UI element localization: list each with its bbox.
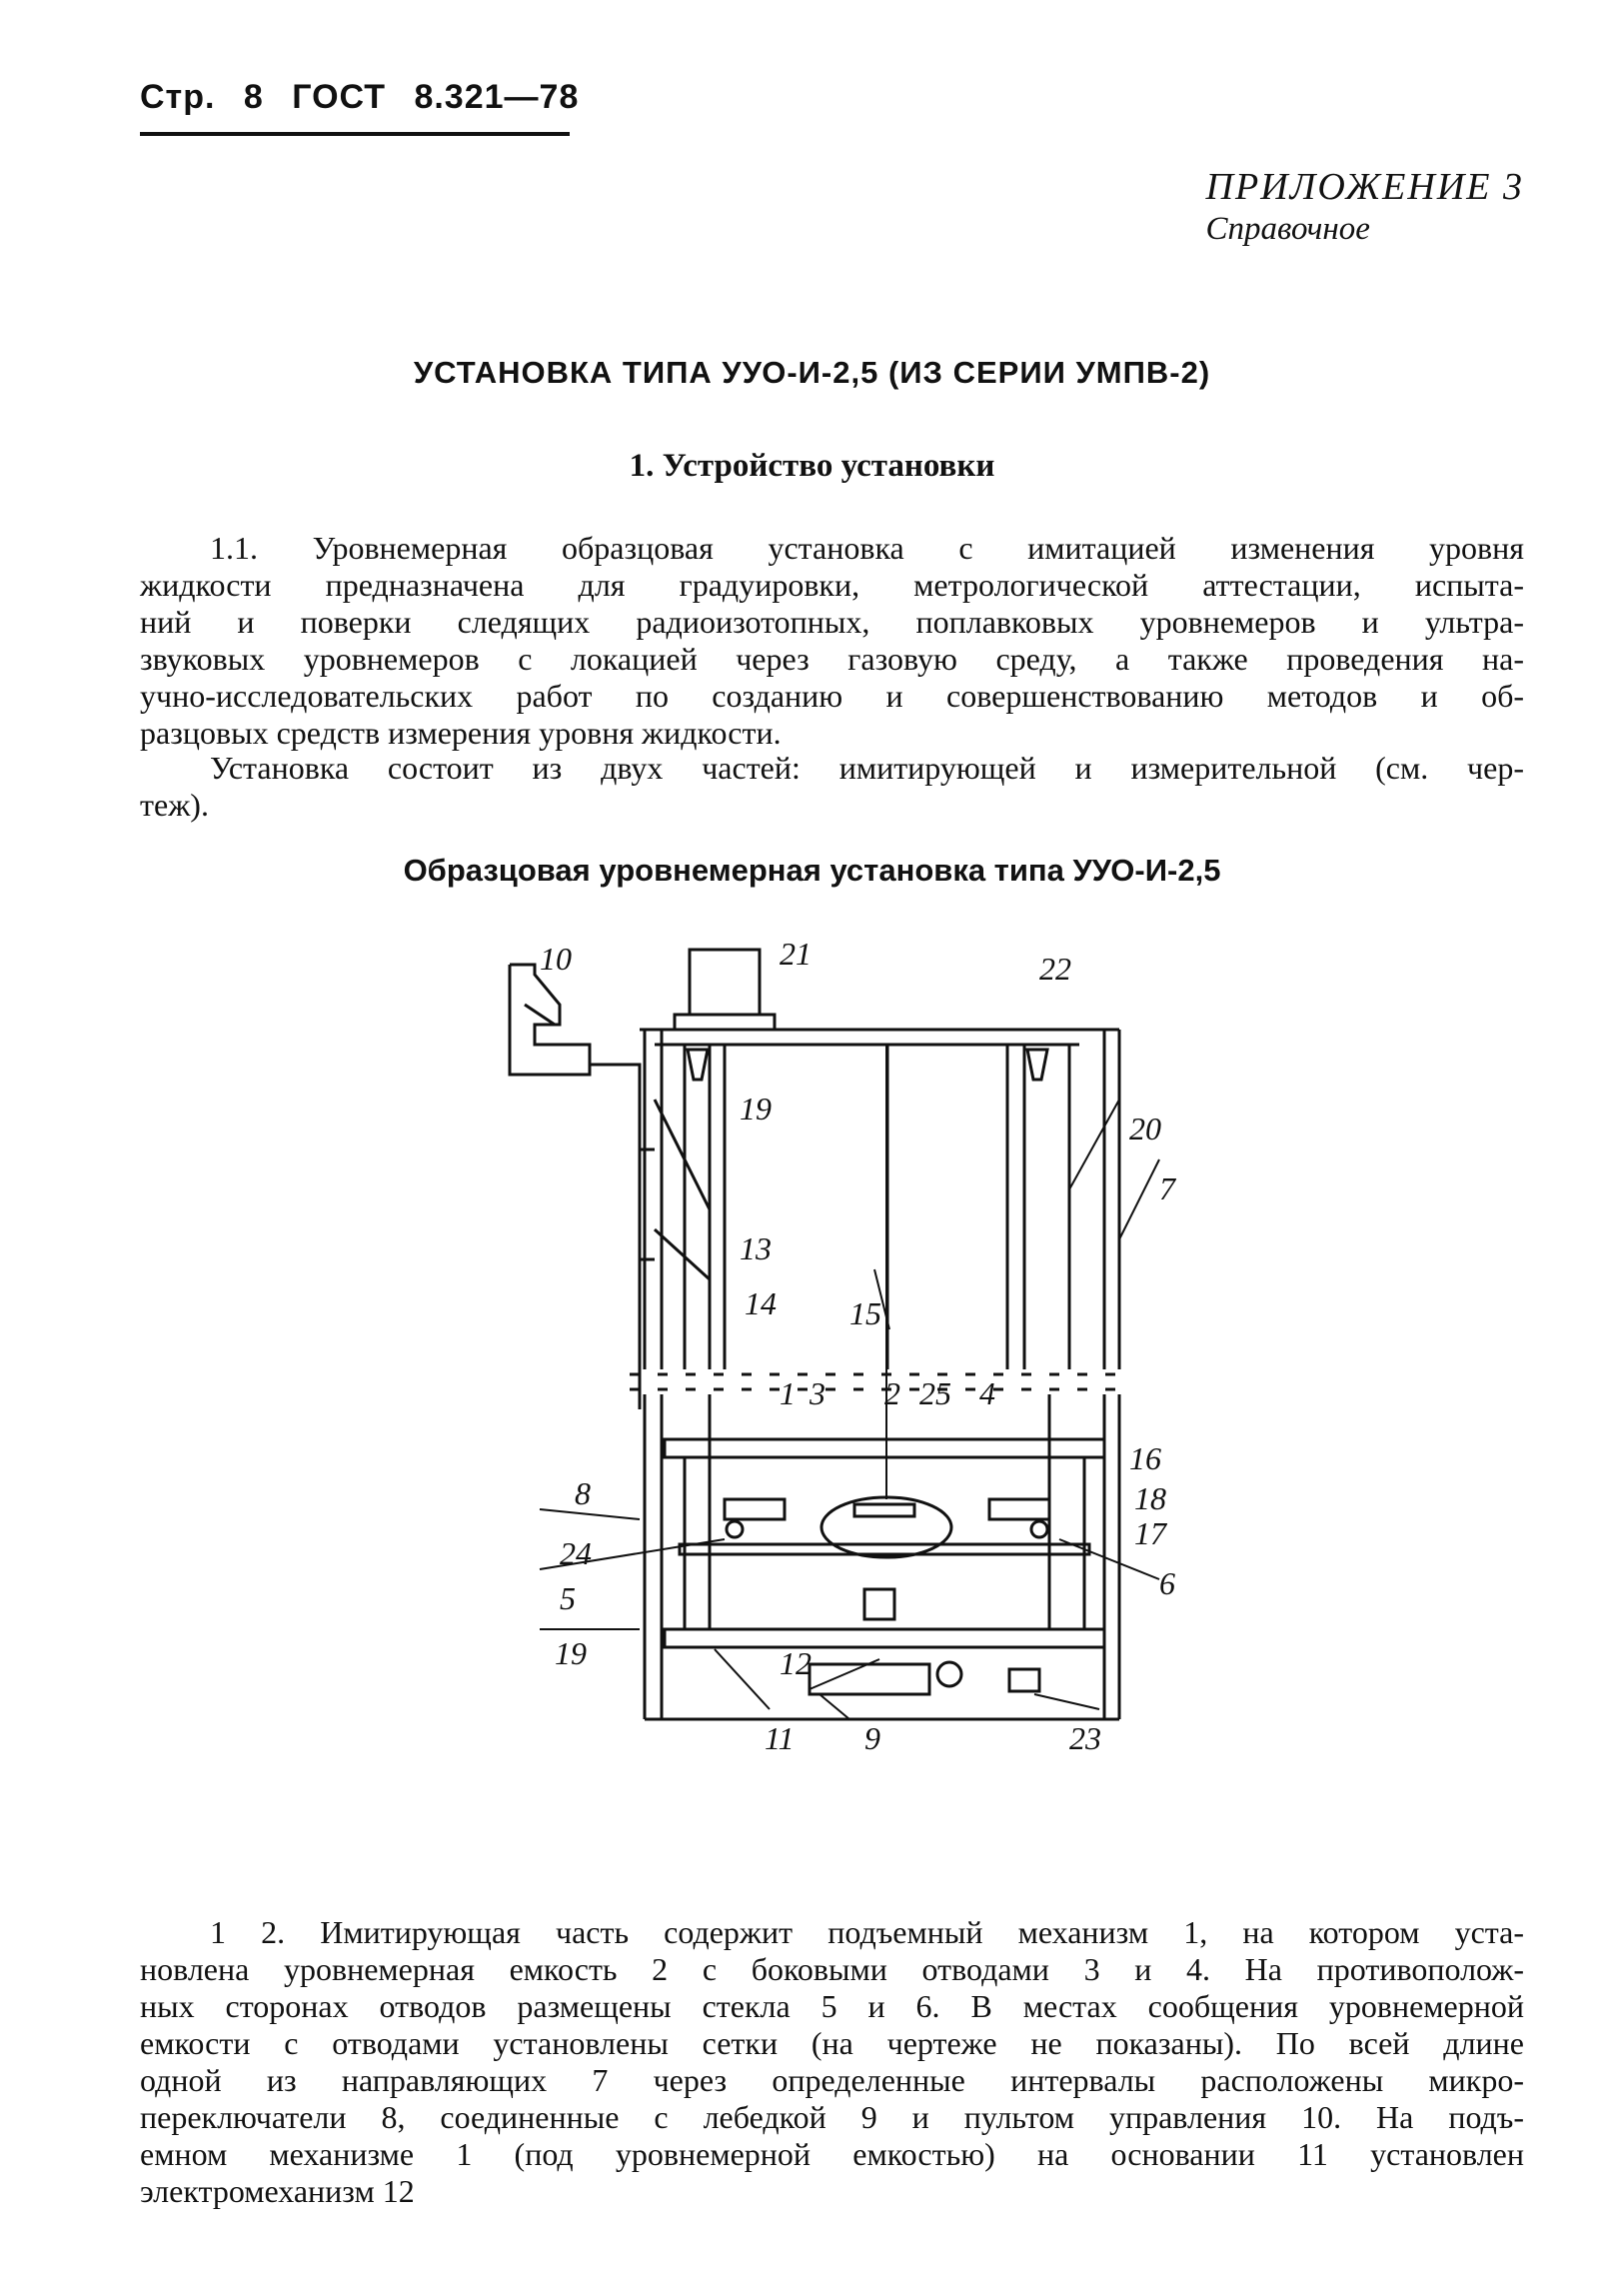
text-line: одной из направляющих 7 через определенные интервалы расположены микро- [140,2062,1524,2098]
text-line: жидкости предназначена для градуировки, метрологической аттестации, испыта- [140,567,1524,603]
text-line: электромеханизм 12 [140,2173,415,2209]
text-line: ных сторонах отводов размещены стекла 5 и 6. В местах сообщения уровнемерной [140,1988,1524,2024]
paragraph-1-2 [140,1914,1524,2210]
label-3: 3 [810,1375,825,1411]
appendix-block [1206,165,1524,248]
standard-code: 8.321—78 [414,78,580,116]
text-line: разцовых средств измерения уровня жидкости. [140,715,782,751]
label-15: 15 [849,1295,881,1331]
label-6: 6 [1159,1565,1175,1601]
appendix-title: ПРИЛОЖЕНИЕ 3 [1205,166,1524,208]
installation-diagram [480,930,1259,1879]
text-line: емном механизме 1 (под уровнемерной емкостью) на основании 11 установлен [140,2136,1524,2172]
label-25: 25 [919,1375,951,1411]
label-1: 1 [780,1375,796,1411]
label-5: 5 [560,1580,576,1616]
label-21: 21 [780,936,812,972]
text-line: 1.1. Уровнемерная образцовая установка с имитацией изменения уровня [210,530,1524,566]
motor-block [690,950,760,1015]
label-19: 19 [740,1091,772,1127]
label-8: 8 [575,1475,591,1511]
label-4: 4 [979,1375,995,1411]
standard-label: ГОСТ [292,78,386,116]
text-line: переключатели 8, соединенные с лебедкой 9 и пультом управления 10. На подъ- [140,2099,1524,2135]
label-18: 18 [1134,1480,1166,1516]
header-rule [140,132,570,136]
text-line: Установка состоит из двух частей: имитирующей и измерительной (см. чер- [210,750,1524,786]
label-20: 20 [1129,1111,1161,1146]
label-10: 10 [540,941,572,977]
label-17: 17 [1134,1515,1166,1551]
label-9: 9 [864,1720,880,1756]
label-11: 11 [765,1720,795,1756]
winch [810,1664,929,1694]
paragraph-1-1 [140,530,1524,752]
document-title: УСТАНОВКА ТИПА УУО-И-2,5 (ИЗ СЕРИИ УМПВ-2) [413,355,1211,390]
text-line: звуковых уровнемеров с локацией через газовую среду, а также проведения на- [140,641,1524,677]
label-2: 2 [884,1375,900,1411]
label-22: 22 [1039,951,1071,987]
paragraph-composition [140,750,1524,824]
label-12: 12 [780,1645,812,1681]
label-23: 23 [1069,1720,1101,1756]
text-line: учно-исследовательских работ по созданию и совершенствованию методов и об- [140,678,1524,714]
label-7: 7 [1159,1170,1175,1206]
text-line: теж). [140,787,209,823]
page-label: Стр. [140,78,216,116]
label-19-lower: 19 [555,1635,587,1671]
level-tank [821,1497,951,1557]
label-14: 14 [745,1285,777,1321]
appendix-subtitle: Справочное [1205,211,1370,247]
section-title: 1. Устройство установки [629,448,995,484]
label-13: 13 [740,1230,772,1266]
page-number: 8 [243,78,264,116]
page-header [140,78,597,117]
text-line: ний и поверки следящих радиоизотопных, поплавковых уровнемеров и ультра- [140,604,1524,640]
label-16: 16 [1129,1440,1161,1476]
label-24: 24 [560,1535,592,1571]
control-panel [510,965,640,1409]
text-line: новлена уровнемерная емкость 2 с боковыми отводами 3 и 4. На противополож- [140,1951,1524,1987]
text-line: 1 2. Имитирующая часть содержит подъемный механизм 1, на котором уста- [210,1914,1524,1950]
figure-title: Образцовая уровнемерная установка типа УУО-И-2,5 [403,853,1221,888]
text-line: емкости с отводами установлены сетки (на чертеже не показаны). По всей длине [140,2025,1524,2061]
